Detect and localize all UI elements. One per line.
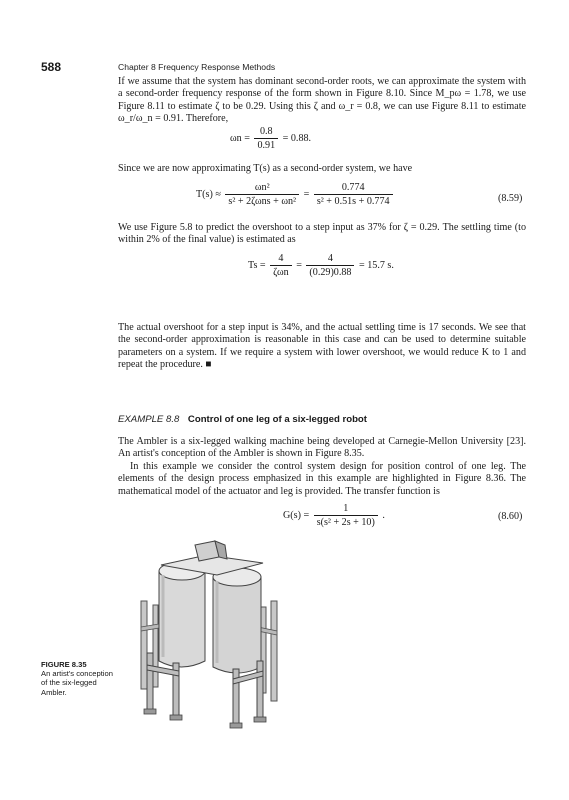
- eq860-lhs: G(s) =: [283, 509, 310, 521]
- eq860-fraction: [314, 503, 378, 528]
- example-title: Control of one leg of a six-legged robot: [187, 414, 367, 425]
- example-label: EXAMPLE 8.8: [118, 414, 180, 425]
- chapter-heading: Chapter 8 Frequency Response Methods: [118, 62, 276, 72]
- equation-number-8-59: (8.59): [498, 193, 523, 204]
- figure-caption-text: An artist's conception of the six-legged Ambler.: [41, 669, 113, 697]
- ambler-robot-illustration: [133, 535, 283, 743]
- eq-wn-numerator: 0.8: [259, 126, 273, 137]
- eq860-denominator: s(s² + 2s + 10): [314, 515, 378, 528]
- paragraph-6: In this example we consider the control system design for position control of one leg. The elements of the design process emphasized in this example are highlighted in Figure 8.36. The mathematical model of the actuator and leg is provided. The transfer function is: [118, 461, 526, 497]
- figure-label: FIGURE 8.35: [41, 660, 87, 669]
- eq859-numerator-1: ωn²: [254, 182, 270, 193]
- eq-wn-rhs: = 0.88.: [282, 132, 312, 144]
- eq859-fraction-2: [314, 182, 393, 207]
- eq-ts-fraction-2: [306, 253, 354, 278]
- eq-wn-lhs: ωn =: [230, 132, 250, 144]
- eq859-numerator-2: 0.774: [341, 182, 365, 193]
- eq-ts-denominator-1: ζωn: [270, 265, 292, 278]
- equation-number-8-60: (8.60): [498, 511, 523, 522]
- eq860-period: .: [382, 509, 385, 521]
- eq-wn-fraction: [254, 126, 278, 151]
- eq859-equals: =: [303, 188, 310, 200]
- equation-8-60: [283, 503, 385, 528]
- eq859-fraction-1: [225, 182, 299, 207]
- eq-ts-numerator-2: 4: [327, 253, 333, 264]
- example-heading: [118, 414, 367, 425]
- eq-ts-numerator-1: 4: [278, 253, 284, 264]
- paragraph-4: The actual overshoot for a step input is 34%, and the actual settling time is 17 seconds. We see that the second-order approximation is reasonable in this case and can be used to determine suitable parameters on a system. If we require a system with lower overshoot, we would reduce K to 1 and repeat the procedure. ■: [118, 322, 526, 371]
- eq-ts-lhs: Ts =: [248, 259, 266, 271]
- eq859-denominator-2: s² + 0.51s + 0.774: [314, 194, 393, 207]
- paragraph-2: Since we are now approximating T(s) as a second-order system, we have: [118, 163, 413, 174]
- equation-ts: [248, 253, 394, 278]
- eq-ts-denominator-2: (0.29)0.88: [306, 265, 354, 278]
- paragraph-3: We use Figure 5.8 to predict the overshoot to a step input as 37% for ζ = 0.29. The settling time (to within 2% of the final value) is estimated as: [118, 222, 526, 246]
- eq859-lhs: T(s) ≈: [196, 188, 221, 200]
- eq860-numerator: 1: [343, 503, 349, 514]
- page-number: 588: [41, 60, 62, 74]
- eq-ts-fraction-1: [270, 253, 292, 278]
- paragraph-5: The Ambler is a six-legged walking machine being developed at Carnegie-Mellon University [23]. An artist's conception of the Ambler is shown in Figure 8.35.: [118, 436, 526, 460]
- equation-wn: [230, 126, 311, 151]
- equation-8-59: [196, 182, 395, 207]
- eq-wn-denominator: 0.91: [254, 138, 278, 151]
- paragraph-1: If we assume that the system has dominant second-order roots, we can approximate the system with a second-order frequency response of the form shown in Figure 8.10. Since M_pω = 1.78, we use Figure 8.11 to estimate ζ to be 0.29. Using this ζ and ω_r = 0.8, we can use Figure 8.11 to estimate ω_r/ω_n = 0.91. Therefore,: [118, 76, 526, 125]
- eq-ts-rhs: = 15.7 s.: [359, 259, 394, 271]
- eq859-denominator-1: s² + 2ζωns + ωn²: [225, 194, 299, 207]
- figure-caption: [41, 660, 121, 697]
- eq-ts-equals: =: [296, 259, 302, 271]
